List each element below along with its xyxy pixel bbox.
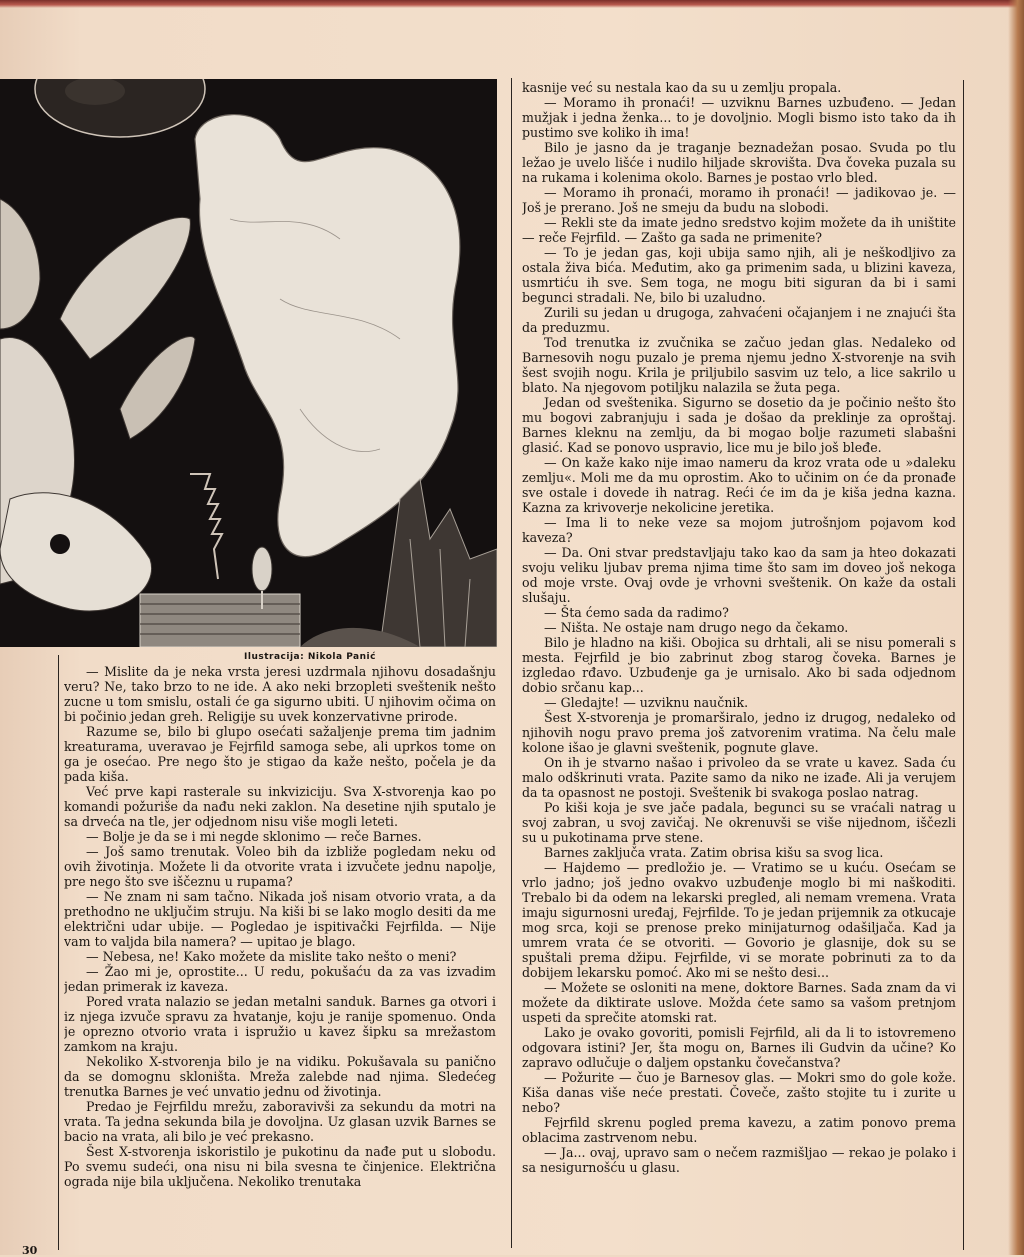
illustration — [0, 79, 497, 647]
paragraph: Fejrfild skrenu pogled prema kavezu, a zatim ponovo prema oblacima zastrvenom nebu. — [522, 1115, 956, 1145]
paragraph: — Mislite da je neka vrsta jeresi uzdrmala njihovu dosadašnju veru? Ne, tako brzo to ne ide. A ako neki brzopleti sveštenik nešto zucne u tom smislu, ostali će ga sigurno ubiti. U njihovim očima on bi počinio jedan greh. Religije su uvek konzervativne prirode. — [64, 664, 496, 724]
paragraph: Lako je ovako govoriti, pomisli Fejrfild, ali da li to istovremeno odgovara istini? Jer, šta mogu on, Barnes ili Gudvin da učine? Ko zapravo odlučuje o daljem opstanku čovečanstva? — [522, 1025, 956, 1070]
paragraph: — Moramo ih pronaći! — uzviknu Barnes uzbuđeno. — Jedan mužjak i jedna ženka... to je dovoljnio. Mogli bismo isto tako da ih pustimo sve koliko ih ima! — [522, 95, 956, 140]
paragraph: — Hajdemo — predložio je. — Vratimo se u kuću. Osećam se vrlo jadno; još jedno ovakvo uzbuđenje moglo bi mi naškoditi. Trebalo bi da odem na lekarski pregled, ali nemam vremena. Vrata imaju sigurnosni uređaj, Fejrfilde. To je jedan prijemnik za otkucaje mog srca, koji se prenose preko minijaturnog odašiljača. Kad ja umrem vrata će se otvoriti. — Govorio je glasnije, dok su se spuštali prema džipu. Fejrfilde, vi se morate pobrinuti za to da dobijem lekarsku pomoć. Ako mi se nešto desi... — [522, 860, 956, 980]
paragraph: — On kaže kako nije imao nameru da kroz vrata ode u »daleku zemlju«. Moli me da mu oprostim. Ako to učinim on će da pronađe sve ostale i dovede ih natrag. Reći će im da je kiša jedna kazna. Kazna za krivoverje nekolicine jeretika. — [522, 455, 956, 515]
paragraph: — Gledajte! — uzviknu naučnik. — [544, 695, 749, 710]
page-number: 30 — [22, 1244, 38, 1257]
paragraph: Jedan od sveštenika. Sigurno se dosetio da je počinio nešto što mu bogovi zabranjuju i sada je došao da preklinje za oproštaj. Barnes kleknu na zemlju, da bi mogao bolje razumeti slabašni glasić. Kad se ponovo uspravio, lice mu je bilo još bleđe. — [522, 395, 956, 455]
paragraph: Bilo je jasno da je traganje beznadežan posao. Svuda po tlu ležao je uvelo lišće i nudilo hiljade skrovišta. Dva čoveka puzala su na rukama i kolenima okolo. Barnes je postao vrlo bled. — [522, 140, 956, 185]
paragraph: Razume se, bilo bi glupo osećati sažaljenje prema tim jadnim kreaturama, uveravao je Fejrfild samoga sebe, ali uprkos tome on ga je osećao. Pre nego što je stigao da kaže nešto, počela je da pada kiša. — [64, 724, 496, 784]
paragraph: On ih je stvarno našao i privoleo da se vrate u kavez. Sada ću malo odškrinuti vrata. Pazite samo da niko ne izađe. Ali ja verujem da ta opasnost ne postoji. Sveštenik bi svakoga poslao natrag. — [522, 755, 956, 800]
center-column-rule — [511, 78, 512, 1248]
paragraph: — Ja... ovaj, upravo sam o nečem razmišljao — rekao je polako i sa nesigurnošću u glasu. — [522, 1145, 956, 1175]
paragraph: — Požurite — čuo je Barnesov glas. — Mokri smo do gole kože. Kiša danas više neće prestati. Čoveče, zašto stojite tu i zurite u nebo? — [522, 1070, 956, 1115]
paragraph: — Bolje je da se i mi negde sklonimo — reče Barnes. — [86, 829, 422, 844]
paragraph: Bilo je hladno na kiši. Obojica su drhtali, ali se nisu pomerali s mesta. Fejrfild je bio zabrinut zbog starog čoveka. Barnes je izgledao rđavo. Uzbuđenje ga je urnisalo. Ako bi sada odjednom dobio srčanu kap... — [522, 635, 956, 695]
paragraph: — Moramo ih pronaći, moramo ih pronaći! — jadikovao je. — Još je prerano. Još ne smeju da budu na slobodi. — [522, 185, 956, 215]
paragraph: Po kiši koja je sve jače padala, begunci su se vraćali natrag u svoj zabran, u svoj zavičaj. Ne okrenuvši se više nijednom, iščezli su u pukotinama prve stene. — [522, 800, 956, 845]
paragraph: — Nebesa, ne! Kako možete da mislite tako nešto o meni? — [86, 949, 457, 964]
paragraph: Barnes zaključa vrata. Zatim obrisa kišu sa svog lica. — [544, 845, 884, 860]
paragraph: Tod trenutka iz zvučnika se začuo jedan glas. Nedaleko od Barnesovih nogu puzalo je prema njemu jedno X-stvorenje na svih šest svojih nogu. Krila je priljubilo sasvim uz telo, a lice sakrilo u blato. Na njegovom potiljku nalazila se žuta pega. — [522, 335, 956, 395]
paragraph: Šest X-stvorenja je promarširalo, jedno iz drugog, nedaleko od njihovih nogu pravo prema još zatvorenim vratima. Na čelu male kolone išao je glavni sveštenik, pognute glave. — [522, 710, 956, 755]
paragraph: — Možete se osloniti na mene, doktore Barnes. Sada znam da vi možete da diktirate uslove. Možda ćete samo sa vašom pretnjom uspeti da sprečite atomski rat. — [522, 980, 956, 1025]
paragraph: — Još samo trenutak. Voleo bih da izbliže pogledam neku od ovih životinja. Možete li da otvorite vrata i izvučete jednu napolje, pre nego što sve iščeznu u rupama? — [64, 844, 496, 889]
left-column-rule — [58, 655, 59, 1250]
paragraph: Pored vrata nalazio se jedan metalni sanduk. Barnes ga otvori i iz njega izvuče spravu za hvatanje, koju je ranije spomenuo. Onda je oprezno otvorio vrata i ispružio u kavez šipku sa mrežastom zamkom na kraju. — [64, 994, 496, 1054]
page-right-edge — [1008, 0, 1024, 1255]
right-text-column — [522, 80, 956, 1250]
paragraph: — Ništa. Ne ostaje nam drugo nego da čekamo. — [544, 620, 849, 635]
paragraph: — Da. Oni stvar predstavljaju tako kao da sam ja hteo dokazati svoju veliku ljubav prema njima time što sam im doveo još nekoga od moje vrste. Ovaj ovde je vrhovni sveštenik. On kaže da ostali slušaju. — [522, 545, 956, 605]
illustration-caption: Ilustracija: Nikola Panić — [244, 652, 376, 662]
paragraph: Nekoliko X-stvorenja bilo je na vidiku. Pokušavala su panično da se domognu skloništa. Mreža zalebde nad njima. Sledećeg trenutka Barnes je već unvatio jednu od životinja. — [64, 1054, 496, 1099]
paragraph: — Ne znam ni sam tačno. Nikada još nisam otvorio vrata, a da prethodno ne uključim struju. Na kiši bi se lako moglo desiti da me električni udar ubije. — Pogledao je ispitivački Fejrfilda. — Nije vam to valjda bila namera? — upitao je blago. — [64, 889, 496, 949]
paragraph: — Rekli ste da imate jedno sredstvo kojim možete da ih uništite — reče Fejrfild. — Zašto ga sada ne primenite? — [522, 215, 956, 245]
paragraph: — To je jedan gas, koji ubija samo njih, ali je neškodljivo za ostala živa bića. Međutim, ako ga primenim sada, u blizini kaveza, usmrtiću ih sve. Sem toga, ne mogu biti siguran da bi i sami begunci stradali. Ne, bilo bi uzaludno. — [522, 245, 956, 305]
paragraph: Šest X-stvorenja iskoristilo je pukotinu da nađe put u slobodu. Po svemu sudeći, ona nisu ni bila svesna te činjenice. Električna ograda nije bila uključena. Nekoliko trenutaka — [64, 1144, 496, 1189]
page-top-strip — [0, 0, 1024, 8]
paragraph: Već prve kapi rasterale su inkviziciju. Sva X-stvorenja kao po komandi požuriše da nađu neki zaklon. Na desetine njih sputalo je sa drveća na tle, jer odjednom nisu više mogli leteti. — [64, 784, 496, 829]
paragraph: Zurili su jedan u drugoga, zahvaćeni očajanjem i ne znajući šta da preduzmu. — [522, 305, 956, 335]
paragraph: — Ima li to neke veze sa mojom jutrošnjom pojavom kod kaveza? — [522, 515, 956, 545]
right-column-rule — [963, 80, 964, 1250]
left-text-column — [64, 664, 496, 1248]
illustration-drawing — [0, 79, 497, 647]
paragraph: — Žao mi je, oprostite... U redu, pokušaću da za vas izvadim jedan primerak iz kaveza. — [64, 964, 496, 994]
paragraph-continued: kasnije već su nestala kao da su u zemlju propala. — [522, 80, 842, 95]
paragraph: — Šta ćemo sada da radimo? — [544, 605, 729, 620]
paragraph: Predao je Fejrfildu mrežu, zaboravivši za sekundu da motri na vrata. Ta jedna sekunda bila je dovoljna. Uz glasan uzvik Barnes se bacio na vrata, ali bilo je već prekasno. — [64, 1099, 496, 1144]
